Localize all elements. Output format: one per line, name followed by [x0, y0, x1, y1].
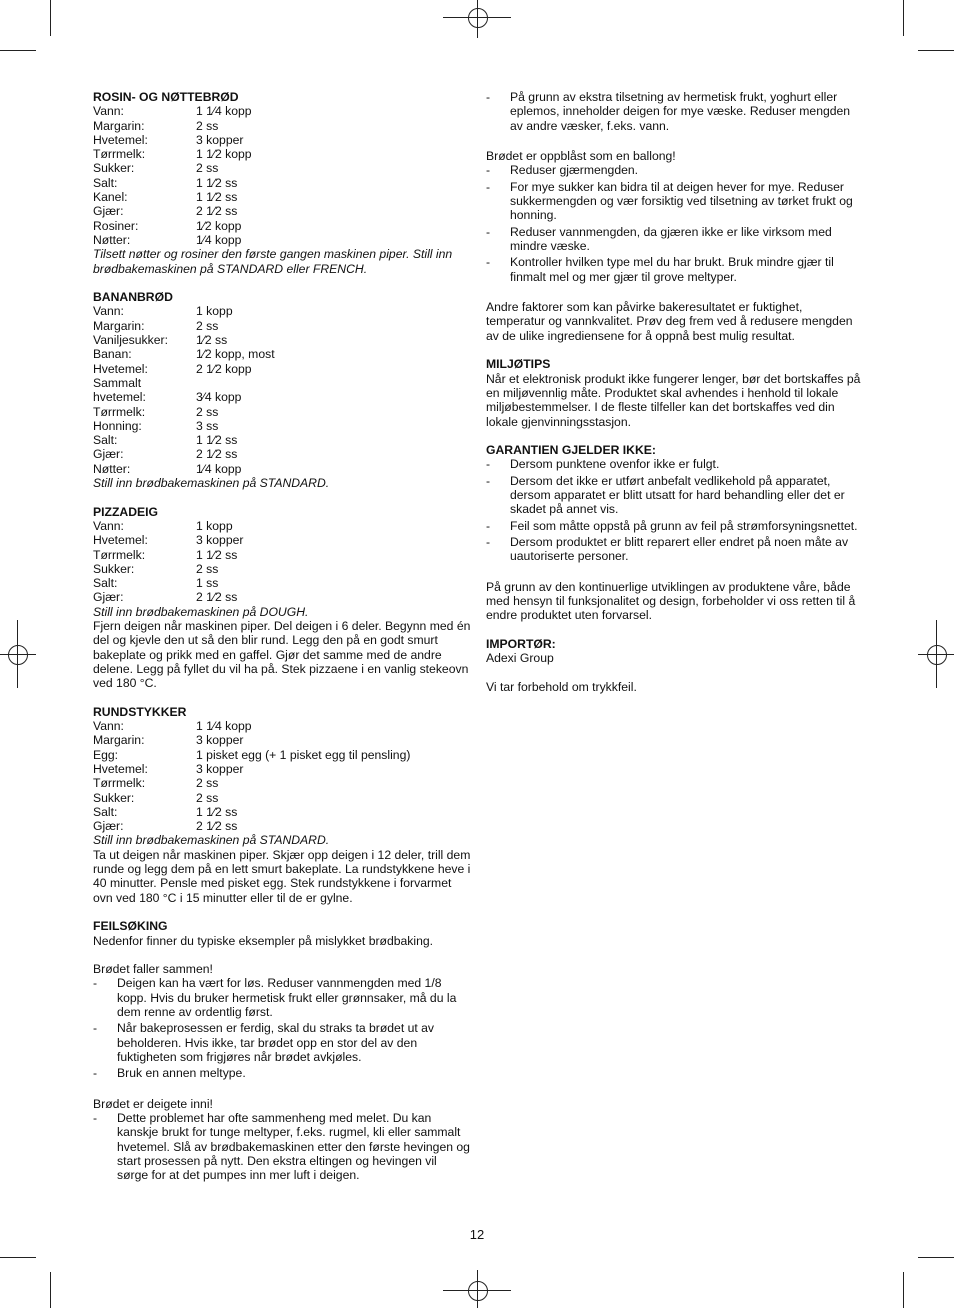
ingredient-row: [93, 219, 471, 233]
ingredient-row: [93, 733, 471, 747]
ingredient-amount: 1 1⁄2 ss: [196, 433, 238, 448]
bullet-dash: -: [93, 1021, 98, 1036]
bullet-item: [486, 90, 864, 133]
ingredient-amount: 2 1⁄2 ss: [196, 819, 238, 834]
bullet-item: [486, 474, 864, 517]
bullet-list-deigete: [93, 1111, 471, 1182]
rundstykker-note: Still inn brødbakemaskinen på STANDARD.: [93, 833, 330, 848]
ingredient-amount: 1⁄4 kopp: [196, 232, 242, 247]
ingredient-amount: 1 ss: [196, 576, 219, 591]
ingredient-amount: 3 ss: [196, 418, 219, 433]
ingredient-amount: 2 1⁄2 ss: [196, 447, 238, 462]
bullet-item: [486, 255, 864, 284]
bullet-text: Dette problemet har ofte sammenheng med melet. Du kan kanskje brukt for tunge meltyper, f.eks. rugmel, kli eller sammalt hvetemel. Slå av brødbakemaskinen etter den første hevingen og start prosessen på nytt. Den ekstra eltingen og hevingen vil sørge for at det pumpes inn mer luft i deigen.: [117, 1111, 470, 1183]
bullet-text: Dersom det ikke er utført anbefalt vedlikehold på apparatet, dersom apparatet er blitt utsatt for hard behandling eller det er skadet på annet vis.: [510, 473, 845, 517]
ingredient-amount: 2 ss: [196, 561, 219, 576]
right-column: [486, 90, 864, 694]
ingredient-name: Margarin:: [93, 733, 145, 748]
ingredient-name: Sukker:: [93, 161, 135, 176]
forbehold-text: Vi tar forbehold om trykkfeil.: [486, 679, 637, 694]
bullet-text: Feil som måtte oppstå på grunn av feil på strømforsyningsnettet.: [510, 518, 858, 533]
ingredient-row: [93, 190, 471, 204]
bullet-dash: -: [486, 255, 491, 270]
section-title-pizza: PIZZADEIG: [93, 504, 159, 519]
bullet-text: Deigen kan ha vært for løs. Reduser vannmengden med 1/8 kopp. Hvis du bruker hermetisk frukt eller grønnsaker, må du la dem renne av ordentlig først.: [117, 976, 457, 1019]
ingredient-name: Gjær:: [93, 590, 124, 605]
ingredient-row: [93, 462, 471, 476]
ingredient-amount: 3 kopper: [196, 733, 244, 748]
bullet-dash: -: [93, 976, 98, 991]
andre-faktorer-text: Andre faktorer som kan påvirke bakeresultatet er fuktighet, temperatur og vannkvalitet. Prøv deg frem ved å redusere mengden av de ulike ingrediensene for å oppnå best mulig resultat.: [486, 300, 853, 343]
bullet-item: [486, 457, 864, 471]
ingredient-name: Vann:: [93, 304, 124, 319]
rundstykker-instructions: Ta ut deigen når maskinen piper. Skjær opp deigen i 12 deler, trill dem runde og legg dem på en lett smurt bakeplate. La rundstykkene heve i 40 minutter. Pensle med pisket egg. Stek rundstykkene i forvarmet ovn ved 180 °C i 15 minutter eller til de er gylne.: [93, 847, 471, 905]
bullet-list-faller: [93, 976, 471, 1080]
ingredient-amount: 1 1⁄2 kopp: [196, 147, 252, 162]
ingredient-name: Honning:: [93, 418, 142, 433]
ingredient-amount: 3 kopper: [196, 132, 244, 147]
bullet-dash: -: [486, 518, 491, 533]
ingredient-row: [93, 791, 471, 805]
ingredient-name: Tørrmelk:: [93, 147, 146, 162]
ingredient-name: Vann:: [93, 104, 124, 119]
ingredient-name: Vann:: [93, 518, 124, 533]
ingredient-name: Tørrmelk:: [93, 776, 146, 791]
ingredient-name: Nøtter:: [93, 461, 131, 476]
bullet-text: Reduser gjærmengden.: [510, 163, 639, 178]
section-title-garanti: GARANTIEN GJELDER IKKE:: [486, 443, 656, 458]
ingredient-row: [93, 233, 471, 247]
bullet-text: Reduser vannmengden, da gjæren ikke er like virksom med mindre væske.: [510, 224, 832, 253]
ingredient-row: [93, 319, 471, 333]
ingredient-row: [93, 333, 471, 347]
bullet-item: [486, 180, 864, 223]
ingredient-amount: 1 1⁄2 ss: [196, 175, 238, 190]
bullet-list-ballong: [486, 163, 864, 283]
ingredient-name: Rosiner:: [93, 218, 139, 233]
bullet-text: For mye sukker kan bidra til at deigen hever for mye. Reduser sukkermengden og vær forsiktig ved tilsetning av tørket frukt og honning.: [510, 179, 853, 223]
bullet-item: [93, 1021, 471, 1064]
miljotips-text: Når et elektronisk produkt ikke fungerer lenger, bør det bortskaffes på en miljøvennlig måte. Produktet skal avhendes i henhold til lokale miljøbestemmelser. I de fleste tilfeller kan det bortskaffes ved din lokale gjenvinningsstasjon.: [486, 371, 861, 429]
ingredient-row: [93, 576, 471, 590]
ingredient-row: [93, 104, 471, 118]
left-column: [93, 90, 471, 1185]
ingredient-amount: 1 kopp: [196, 304, 233, 319]
ingredient-row: [93, 119, 471, 133]
importor-name: Adexi Group: [486, 651, 554, 666]
ingredient-amount: 3⁄4 kopp: [196, 390, 242, 405]
bullet-dash: -: [486, 224, 491, 239]
bullet-text: Dersom punktene ovenfor ikke er fulgt.: [510, 457, 720, 472]
bullet-dash: -: [486, 457, 491, 472]
ingredient-name: Sukker:: [93, 790, 135, 805]
ingredient-row: [93, 762, 471, 776]
ingredient-amount: 1 1⁄4 kopp: [196, 104, 252, 119]
ingredient-amount: 1 1⁄2 ss: [196, 804, 238, 819]
ingredient-name: Margarin:: [93, 318, 145, 333]
ingredient-amount: 2 ss: [196, 404, 219, 419]
ingredient-row: [93, 376, 471, 390]
ingredient-row: [93, 161, 471, 175]
section-title-feilsoking: FEILSØKING: [93, 919, 168, 934]
rosin-note: Tilsett nøtter og rosiner den første gangen maskinen piper. Still inn brødbakemaskinen på STANDARD eller FRENCH.: [93, 247, 453, 276]
ingredient-name: Hvetemel:: [93, 761, 148, 776]
ingredient-name: Salt:: [93, 804, 118, 819]
ingredient-amount: 1⁄2 ss: [196, 333, 228, 348]
ingredient-amount: [196, 376, 471, 390]
ingredient-amount: 1 1⁄4 kopp: [196, 719, 252, 734]
ingredient-row: [93, 390, 471, 404]
bullet-dash: -: [93, 1066, 98, 1081]
subheading-deigete: Brødet er deigete inni!: [93, 1096, 213, 1111]
ingredient-name: Sukker:: [93, 561, 135, 576]
section-title-banan: BANANBRØD: [93, 290, 173, 305]
ingredient-amount: 2 ss: [196, 318, 219, 333]
ingredient-row: [93, 719, 471, 733]
ingredient-amount: 2 ss: [196, 776, 219, 791]
ingredient-name: Sammalt: [93, 375, 142, 390]
bullet-item: [486, 519, 864, 533]
ingredient-amount: 1 1⁄2 ss: [196, 190, 238, 205]
bullet-dash: -: [486, 90, 491, 104]
ingredient-name: Salt:: [93, 175, 118, 190]
ingredient-name: Vaniljesukker:: [93, 333, 168, 348]
bullet-item: [93, 1066, 471, 1080]
ingredient-row: [93, 204, 471, 218]
ingredient-name: Tørrmelk:: [93, 404, 146, 419]
ingredient-name: Margarin:: [93, 118, 145, 133]
bullet-item: [486, 535, 864, 564]
bullet-item: [93, 976, 471, 1019]
ingredient-name: Gjær:: [93, 204, 124, 219]
ingredient-list-banan: [93, 304, 471, 476]
ingredient-amount: 3 kopper: [196, 533, 244, 548]
ingredient-amount: 2 1⁄2 ss: [196, 204, 238, 219]
ingredient-row: [93, 562, 471, 576]
ingredient-row: [93, 776, 471, 790]
ingredient-row: [93, 519, 471, 533]
ingredient-row: [93, 347, 471, 361]
ingredient-amount: 2 1⁄2 ss: [196, 590, 238, 605]
ingredient-row: [93, 405, 471, 419]
ingredient-name: Nøtter:: [93, 232, 131, 247]
bullet-item: [93, 1111, 471, 1182]
section-title-miljotips: MILJØTIPS: [486, 357, 551, 372]
bullet-item: [486, 225, 864, 254]
section-title-rosin: ROSIN- OG NØTTEBRØD: [93, 90, 239, 104]
ingredient-amount: 1⁄2 kopp: [196, 218, 242, 233]
ingredient-row: [93, 805, 471, 819]
subheading-ballong: Brødet er oppblåst som en ballong!: [486, 149, 676, 164]
ingredient-name: Hvetemel:: [93, 132, 148, 147]
ingredient-name: Egg:: [93, 747, 119, 762]
bullet-text: Bruk en annen meltype.: [117, 1066, 246, 1081]
bullet-text: Dersom produktet er blitt reparert eller endret på noen måte av uautoriserte personer.: [510, 534, 849, 564]
ingredient-row: [93, 748, 471, 762]
bullet-text: Kontroller hvilken type mel du har brukt. Bruk mindre gjær til finmalt mel og mer gjær til grove meltyper.: [510, 255, 834, 284]
ingredient-name: Kanel:: [93, 190, 128, 205]
ingredient-amount: 3 kopper: [196, 761, 244, 776]
subheading-faller: Brødet faller sammen!: [93, 962, 213, 977]
ingredient-row: [93, 133, 471, 147]
ingredient-name: Vann:: [93, 719, 124, 734]
ingredient-row: [93, 447, 471, 461]
ingredient-row: [93, 819, 471, 833]
bullet-text: På grunn av ekstra tilsetning av hermetisk frukt, yoghurt eller eplemos, inneholder deigen for mye væske. Reduser mengden av andre væsker, f.eks. vann.: [510, 90, 851, 133]
ingredient-row: [93, 433, 471, 447]
feilsoking-intro: Nedenfor finner du typiske eksempler på mislykket brødbaking.: [93, 933, 434, 948]
page-number: 12: [469, 1227, 485, 1242]
ingredient-name: Salt:: [93, 433, 118, 448]
pizza-note: Still inn brødbakemaskinen på DOUGH.: [93, 604, 309, 619]
banan-note: Still inn brødbakemaskinen på STANDARD.: [93, 476, 330, 491]
bullet-dash: -: [486, 534, 491, 549]
section-title-rundstykker: RUNDSTYKKER: [93, 704, 187, 719]
ingredient-list-rundstykker: [93, 719, 471, 833]
ingredient-row: [93, 147, 471, 161]
ingredient-name: Gjær:: [93, 447, 124, 462]
ingredient-amount: 1⁄2 kopp, most: [196, 347, 275, 362]
bullet-dash: -: [486, 473, 491, 488]
ingredient-amount: 1 pisket egg (+ 1 pisket egg til pensling): [196, 747, 411, 762]
ingredient-name: Gjær:: [93, 819, 124, 834]
ingredient-row: [93, 533, 471, 547]
ingredient-list-pizza: [93, 519, 471, 605]
pizza-instructions: Fjern deigen når maskinen piper. Del deigen i 6 deler. Begynn med én del og kjevle den ut så den blir rund. Legg den på en godt smurt bakeplate og prikk med en gaffel. Gjør det samme med de andre delene. Legg på fyllet du vil ha på. Stek pizzaene i en vanlig stekeovn ved 180 °C.: [93, 618, 471, 691]
bullet-item: [486, 163, 864, 177]
bullet-list-continued: [486, 90, 864, 133]
ingredient-row: [93, 590, 471, 604]
ingredient-amount: 1 kopp: [196, 518, 233, 533]
ingredient-amount: 2 1⁄2 kopp: [196, 361, 252, 376]
ingredient-amount: 2 ss: [196, 790, 219, 805]
utvikling-text: På grunn av den kontinuerlige utviklingen av produktene våre, både med hensyn til funksjonalitet og design, forbeholder vi oss retten til å endre produktet uten forvarsel.: [486, 579, 856, 623]
bullet-dash: -: [486, 179, 491, 194]
ingredient-row: [93, 548, 471, 562]
section-title-importor: IMPORTØR:: [486, 636, 556, 651]
ingredient-row: [93, 419, 471, 433]
ingredient-name: Tørrmelk:: [93, 547, 146, 562]
ingredient-name: Hvetemel:: [93, 361, 148, 376]
ingredient-name: Hvetemel:: [93, 533, 148, 548]
ingredient-amount: 1⁄4 kopp: [196, 461, 242, 476]
ingredient-name: Salt:: [93, 576, 118, 591]
ingredient-amount: 2 ss: [196, 161, 219, 176]
ingredient-list-rosin: [93, 104, 471, 247]
ingredient-name: hvetemel:: [93, 390, 146, 405]
bullet-dash: -: [486, 163, 491, 178]
ingredient-row: [93, 176, 471, 190]
ingredient-row: [93, 304, 471, 318]
ingredient-amount: 1 1⁄2 ss: [196, 547, 238, 562]
ingredient-amount: 2 ss: [196, 118, 219, 133]
bullet-dash: -: [93, 1111, 98, 1126]
bullet-text: Når bakeprosessen er ferdig, skal du straks ta brødet ut av beholderen. Hvis ikke, tar brødet opp en stor del av den fuktigheten som frigjøres når brødet avkjøles.: [117, 1021, 435, 1064]
bullet-list-garanti: [486, 457, 864, 563]
ingredient-row: [93, 362, 471, 376]
ingredient-name: Banan:: [93, 347, 132, 362]
